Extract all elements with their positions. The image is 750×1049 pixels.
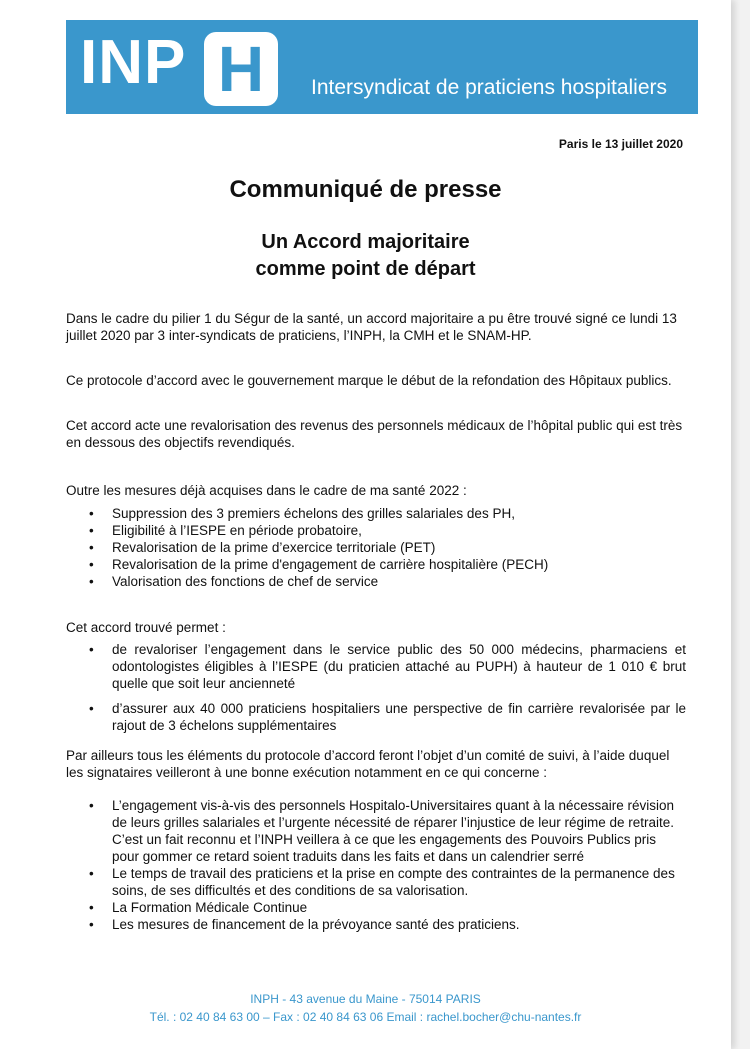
list-item: • Valorisation des fonctions de chef de service bbox=[66, 573, 686, 590]
list-item: • Les mesures de financement de la prévoyance santé des praticiens. bbox=[66, 916, 686, 933]
list-item: • Eligibilité à l’IESPE en période probatoire, bbox=[66, 522, 686, 539]
footer-contact: Tél. : 02 40 84 63 00 – Fax : 02 40 84 63 06 Email : rachel.bocher@chu-nantes.fr bbox=[149, 1010, 582, 1024]
list-item: • La Formation Médicale Continue bbox=[66, 899, 686, 916]
list-accord-permet bbox=[66, 641, 686, 734]
list-comite-suivi bbox=[66, 797, 686, 933]
paragraph-protocol: Ce protocole d’accord avec le gouvernement marque le début de la refondation des Hôpitaux publics. bbox=[66, 373, 672, 388]
header-banner bbox=[66, 20, 698, 114]
paragraph-comite-suivi: Par ailleurs tous les éléments du protocole d’accord feront l’objet d’un comité de suivi, à l’aide duquel les signataires veilleront à une bonne exécution notamment en ce qui concerne : bbox=[66, 748, 670, 780]
paragraph-mesures: Outre les mesures déjà acquises dans le cadre de ma santé 2022 : bbox=[66, 483, 467, 498]
document-date: Paris le 13 juillet 2020 bbox=[558, 137, 683, 151]
subtitle-line-2: comme point de départ bbox=[255, 258, 476, 280]
paragraph-intro: Dans le cadre du pilier 1 du Ségur de la santé, un accord majoritaire a pu être trouvé signé ce lundi 13 juillet 2020 par 3 inter-syndicats de praticiens, l’INPH, la CMH et le SNAM-HP. bbox=[66, 311, 677, 343]
paragraph-revalorisation: Cet accord acte une revalorisation des revenus des personnels médicaux de l’hôpital public qui est très en dessous des objectifs revendiqués. bbox=[66, 418, 683, 450]
page-subtitle bbox=[0, 229, 731, 283]
logo-text: INP bbox=[80, 28, 187, 97]
list-mesures bbox=[66, 505, 686, 590]
list-item: • Revalorisation de la prime d'engagement de carrière hospitalière (PECH) bbox=[66, 556, 686, 573]
list-item: • L’engagement vis-à-vis des personnels Hospitalo-Universitaires quant à la nécessaire révision de leurs grilles salariales et l’urgente nécessité de réparer l’injustice de leur régime de retraite. C’est un fait reconnu et l’INPH veillera à ce que les engagements des Pouvoirs Publics pris pour gommer ce retard soient traduits dans les faits et dans un calendrier serré bbox=[66, 797, 686, 865]
logo-h-box: H bbox=[204, 32, 278, 106]
subtitle-line-1: Un Accord majoritaire bbox=[261, 231, 470, 253]
list-item: • Suppression des 3 premiers échelons des grilles salariales des PH, bbox=[66, 505, 686, 522]
list-item: • d’assurer aux 40 000 praticiens hospitaliers une perspective de fin carrière revalorisée par le rajout de 3 échelons supplémentaires bbox=[66, 700, 686, 734]
footer-address: INPH - 43 avenue du Maine - 75014 PARIS bbox=[250, 992, 481, 1006]
paragraph-accord-permet: Cet accord trouvé permet : bbox=[66, 620, 226, 635]
list-item: • Le temps de travail des praticiens et la prise en compte des contraintes de la permanence des soins, de ses difficultés et des conditions de sa valorisation. bbox=[66, 865, 686, 899]
list-item: • de revaloriser l’engagement dans le service public des 50 000 médecins, pharmaciens et odontologistes éligibles à l’IESPE (du praticien attaché au PUPH) à hauteur de 1 010 € brut quelle que soit leur ancienneté bbox=[66, 641, 686, 692]
header-tagline: Intersyndicat de praticiens hospitaliers bbox=[311, 76, 668, 99]
list-item: • Revalorisation de la prime d’exercice territoriale (PET) bbox=[66, 539, 686, 556]
page-title: Communiqué de presse bbox=[229, 176, 502, 203]
